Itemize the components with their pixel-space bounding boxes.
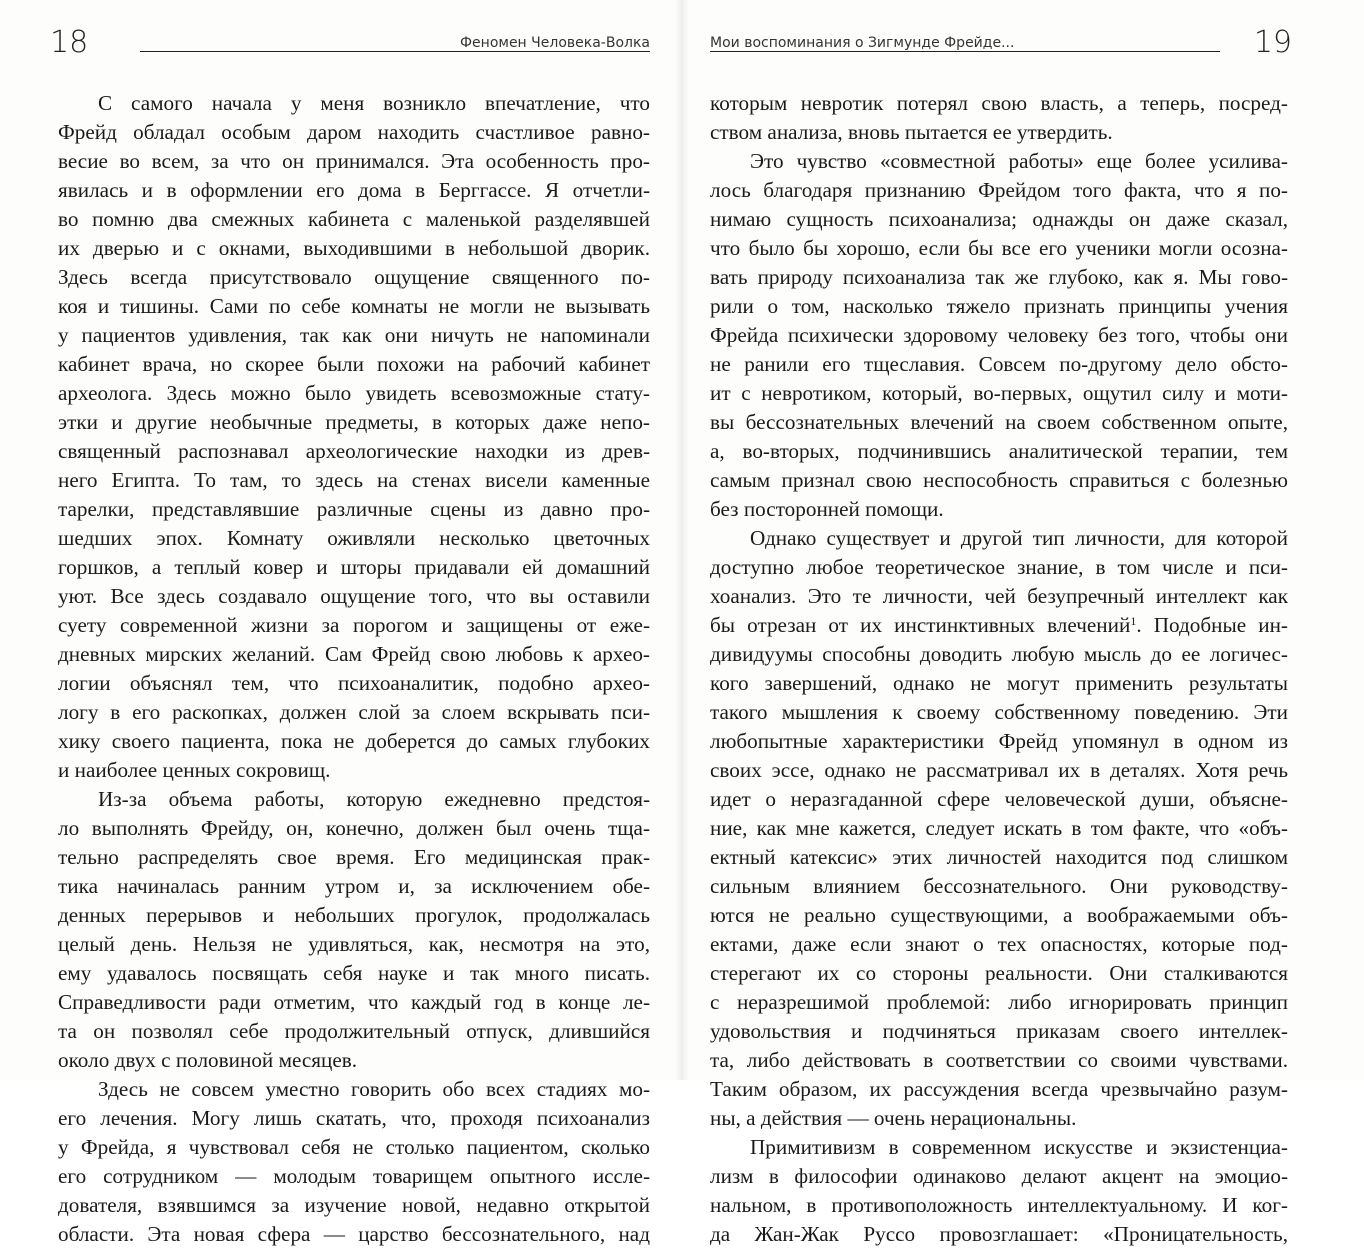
text-line: любопытные характеристики Фрейд упомянул в одном из — [710, 729, 1288, 753]
text-line: ектами, даже если знают о тех опасностях, которые под- — [710, 932, 1288, 956]
text-line: у пациентов удивления, так как они ничуть не напоминали — [58, 323, 650, 347]
book-gutter — [675, 0, 689, 1080]
text-line: этки и другие необычные предметы, в которых даже непо- — [58, 410, 650, 434]
text-line: ему удавалось посвящать себя науке и так много писать. — [58, 961, 650, 985]
text-line: та он позволял себе продолжительный отпуск, длившийся — [58, 1019, 650, 1043]
text-line: дневных мирских желаний. Сам Фрейд свою любовь к архео- — [58, 642, 650, 666]
text-line-with-footnote — [710, 611, 1288, 640]
text-line: логу в его раскопках, должен слой за слоем вскрывать пси- — [58, 700, 650, 724]
body-text — [58, 89, 650, 1249]
text-fragment: . Подобные ин- — [1136, 613, 1288, 637]
header-rule — [710, 51, 1220, 52]
text-line: тика начиналась ранним утром и, за исключением обе- — [58, 874, 650, 898]
text-line: явилась и в оформлении его дома в Берггассе. Я отчетли- — [58, 178, 650, 202]
running-head: Мои воспоминания о Зигмунде Фрейде... — [710, 35, 1015, 51]
text-line: Здесь не совсем уместно говорить обо всех стадиях мо- — [98, 1077, 650, 1101]
text-line: дователя, взявшимся за изучение новой, недавно открытой — [58, 1193, 650, 1217]
text-line: Таким образом, их рассуждения всегда чрезвычайно разум- — [710, 1077, 1288, 1101]
left-page — [0, 0, 676, 1246]
text-line: такого мышления к своему собственному поведению. Эти — [710, 700, 1288, 724]
text-line: около двух с половиной месяцев. — [58, 1048, 358, 1072]
text-line: весие во всем, за что он принимался. Эта особенность про- — [58, 149, 650, 173]
text-line: Справедливости ради отметим, что каждый год в конце ле- — [58, 990, 650, 1014]
text-line: археолога. Здесь можно было увидеть всевозможные стату- — [58, 381, 650, 405]
page-number: 19 — [1253, 25, 1292, 60]
text-line: идет о неразгаданной сфере человеческой души, объясне- — [710, 787, 1288, 811]
text-line: священный распознавал археологические находки из древ- — [58, 439, 650, 463]
text-line: Фрейда психически здоровому человеку без того, чтобы они — [710, 323, 1288, 347]
text-line: логии объяснял тем, что психоаналитик, подобно архео- — [58, 671, 650, 695]
text-line: шедших эпох. Комнату оживляли несколько цветочных — [58, 526, 650, 550]
text-line: горшков, а теплый ковер и шторы придавали ей домашний — [58, 555, 650, 579]
text-line: тарелки, представлявшие различные сцены из давно про- — [58, 497, 650, 521]
text-line: ит с невротиком, который, во-первых, ощутил силу и моти- — [710, 381, 1288, 405]
text-line: доступно любое теоретическое знание, в том числе и пси- — [710, 555, 1288, 579]
text-line: хику своего пациента, пока не доберется до самых глубоких — [58, 729, 650, 753]
text-line: уют. Все здесь создавало ощущение того, что вы оставили — [58, 584, 650, 608]
text-line: ние, как мне кажется, следует искать в том факте, что «объ- — [710, 816, 1288, 840]
text-line: у Фрейда, я чувствовал себя не столько пациентом, сколько — [58, 1135, 650, 1159]
text-line: которым невротик потерял свою власть, а теперь, посред- — [710, 91, 1288, 115]
text-line: тельно распределять свое время. Его медицинская прак- — [58, 845, 650, 869]
text-line: рили о том, насколько тяжело признать принципы учения — [710, 294, 1288, 318]
text-line: стерегают их со стороны реальности. Они сталкиваются — [710, 961, 1288, 985]
text-line: ектный катексис» этих личностей находится под слишком — [710, 845, 1288, 869]
text-line: него Египта. То там, то здесь на стенах висели каменные — [58, 468, 650, 492]
text-line: та, либо действовать в соответствии со своими чувствами. — [710, 1048, 1288, 1072]
body-text — [710, 89, 1288, 1249]
text-line: самым признал свою неспособность справиться с болезнью — [710, 468, 1288, 492]
text-line: сильным влиянием бессознательного. Они руководству- — [710, 874, 1288, 898]
text-line: что было бы хорошо, если бы все его ученики могли осозна- — [710, 236, 1288, 260]
text-line: целый день. Нельзя не удивляться, как, несмотря на это, — [58, 932, 650, 956]
text-line: хоанализ. Это те личности, чей безупречный интеллект как — [710, 584, 1288, 608]
text-line: его лечения. Могу лишь скатать, что, проходя психоанализ — [58, 1106, 650, 1130]
text-line: своих эссе, однако не рассматривал их в деталях. Хотя речь — [710, 758, 1288, 782]
text-line: да Жан-Жак Руссо провозглашает: «Проницательность, — [710, 1222, 1288, 1246]
right-page — [688, 0, 1364, 1246]
text-line: ством анализа, вновь пытается ее утвердить. — [710, 120, 1113, 144]
text-line: ло выполнять Фрейду, он, конечно, должен был очень тща- — [58, 816, 650, 840]
text-line: во помню два смежных кабинета с маленькой разделявшей — [58, 207, 650, 231]
text-line: денных перерывов и небольших прогулок, продолжалась — [58, 903, 650, 927]
text-line: С самого начала у меня возникло впечатление, что — [98, 91, 650, 115]
text-line: суету современной жизни за порогом и защищены от еже- — [58, 613, 650, 637]
text-line: Это чувство «совместной работы» еще более усилива- — [750, 149, 1288, 173]
text-line: а, во-вторых, подчинившись аналитической терапии, тем — [710, 439, 1288, 463]
text-line: области. Эта новая сфера — царство бессознательного, над — [58, 1222, 650, 1246]
text-line: и наиболее ценных сокровищ. — [58, 758, 331, 782]
text-line: без посторонней помощи. — [710, 497, 944, 521]
text-line: кабинет врача, но скорее были похожи на рабочий кабинет — [58, 352, 650, 376]
text-line: кого завершений, однако не могут применить результаты — [710, 671, 1288, 695]
text-line: вать природу психоанализа так же глубоко, как я. Мы гово- — [710, 265, 1288, 289]
text-fragment: бы отрезан от их инстинктивных влечений — [710, 613, 1131, 637]
text-line: лизм в философии одинаково делают акцент на эмоцио- — [710, 1164, 1288, 1188]
text-line: лось благодаря признанию Фрейдом того факта, что я по- — [710, 178, 1288, 202]
text-line: нимаю сущность психоанализа; однажды он даже сказал, — [710, 207, 1288, 231]
text-line: не ранили его тщеславия. Совсем по-другому дело обсто- — [710, 352, 1288, 376]
text-line: их дверью и с окнами, выходившими в небольшой дворик. — [58, 236, 650, 260]
text-line: Однако существует и другой тип личности, для которой — [750, 526, 1288, 550]
text-line: ны, а действия — очень нерациональны. — [710, 1106, 1077, 1130]
text-line: ются не реально существующими, а воображаемыми объ- — [710, 903, 1288, 927]
text-line: Фрейд обладал особым даром находить счастливое равно- — [58, 120, 650, 144]
text-line: Примитивизм в современном искусстве и экзистенциа- — [750, 1135, 1288, 1159]
running-head: Феномен Человека-Волка — [460, 35, 650, 51]
text-line: его сотрудником — молодым товарищем опытного иссле- — [58, 1164, 650, 1188]
text-line: вы бессознательных влечений на своем собственном опыте, — [710, 410, 1288, 434]
footnote-marker[interactable]: 1 — [1130, 614, 1137, 628]
text-line: удовольствия и подчиняться приказам своего интеллек- — [710, 1019, 1288, 1043]
text-line: нальном, в противоположность интеллектуальному. И ког- — [710, 1193, 1288, 1217]
page-number: 18 — [50, 25, 89, 60]
text-line: дивидуумы способны доводить любую мысль до ее логичес- — [710, 642, 1288, 666]
text-line: коя и тишины. Сами по себе комнаты не могли не вызывать — [58, 294, 650, 318]
text-line: Здесь всегда присутствовало ощущение священного по- — [58, 265, 650, 289]
text-line: Из-за объема работы, которую ежедневно предстоя- — [98, 787, 650, 811]
header-rule — [140, 51, 650, 52]
text-line: с неразрешимой проблемой: либо игнорировать принцип — [710, 990, 1288, 1014]
